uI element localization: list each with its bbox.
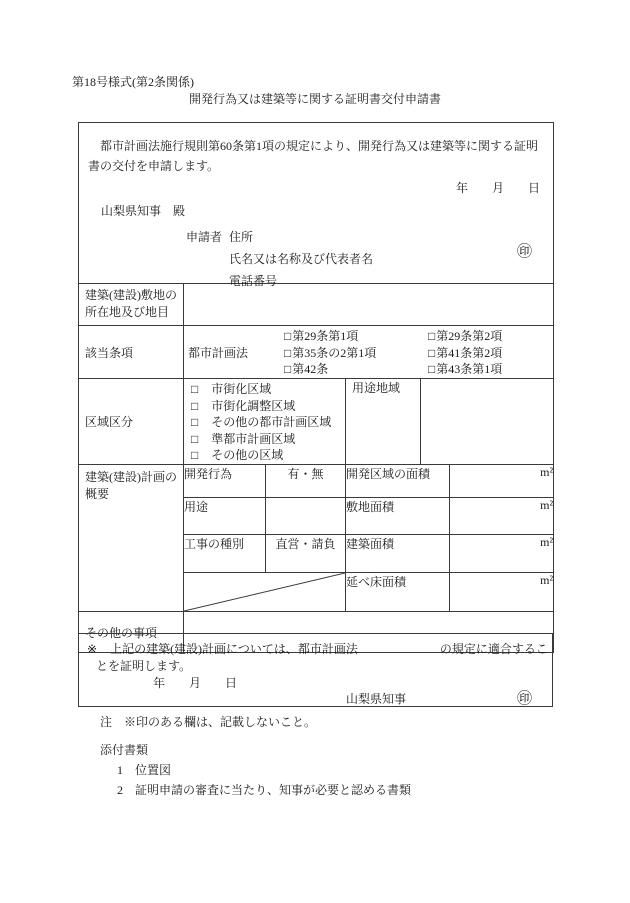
applicant-label: 申請者 bbox=[186, 230, 223, 244]
area-label: 延べ床面積 bbox=[346, 575, 407, 589]
other-label: その他の事項 bbox=[85, 625, 158, 640]
zone-option[interactable] bbox=[191, 431, 345, 448]
attachment-item: 2 証明申請の審査に当たり、知事が必要と認める書類 bbox=[117, 783, 412, 797]
name-field-label[interactable]: 氏名又は名称及び代表者名 bbox=[229, 252, 374, 266]
area-value-cell[interactable] bbox=[450, 535, 554, 573]
certificate-line-1 bbox=[87, 640, 548, 657]
area-value-cell[interactable] bbox=[450, 573, 554, 612]
plan-choice[interactable]: 有・無 bbox=[287, 467, 324, 481]
zone-option[interactable] bbox=[191, 381, 345, 398]
plan-label-cell bbox=[79, 465, 184, 612]
checkbox-icon[interactable]: □ bbox=[191, 382, 199, 396]
provision-option[interactable] bbox=[428, 361, 502, 378]
seal-icon: ㊞ bbox=[517, 244, 533, 260]
provision-option-label: 第29条第1項 bbox=[292, 329, 359, 343]
checkbox-icon[interactable]: □ bbox=[191, 448, 199, 463]
addressee: 山梨県知事 殿 bbox=[101, 204, 186, 218]
zone-option[interactable] bbox=[191, 398, 345, 415]
plan-label: 建築(建設)計画の概要 bbox=[85, 470, 177, 501]
provisions-column-1 bbox=[284, 328, 376, 378]
law-provision-blank[interactable] bbox=[358, 641, 440, 653]
area-value-cell[interactable] bbox=[450, 465, 554, 498]
checkbox-icon[interactable]: □ bbox=[191, 431, 199, 446]
provisions-column-2 bbox=[428, 328, 502, 378]
checkbox-icon[interactable]: □ bbox=[191, 415, 199, 430]
diagonal-line bbox=[184, 573, 345, 611]
provisions-label-cell bbox=[79, 326, 184, 379]
plan-choice-cell[interactable] bbox=[266, 535, 346, 573]
application-header-cell bbox=[79, 123, 554, 288]
seal-icon: ㊞ bbox=[516, 691, 532, 707]
plan-choice[interactable]: 直営・請負 bbox=[275, 537, 336, 551]
provision-option[interactable] bbox=[428, 345, 502, 362]
zone-option-label: 市街化調整区域 bbox=[211, 398, 296, 413]
checkbox-icon[interactable]: □ bbox=[428, 345, 436, 360]
site-label: 建築(建設)敷地の所在地及び地目 bbox=[85, 288, 177, 319]
certificate-text-after: の規定に適合するこ bbox=[439, 642, 548, 656]
checkbox-icon[interactable]: □ bbox=[428, 329, 436, 343]
diagonal-blank-cell bbox=[184, 573, 346, 612]
provisions-label: 該当条項 bbox=[85, 345, 134, 360]
zone-options-cell bbox=[184, 379, 346, 465]
use-district-value-cell[interactable] bbox=[421, 379, 554, 465]
zone-option-label: 準都市計画区域 bbox=[211, 431, 296, 446]
checkbox-icon[interactable]: □ bbox=[284, 362, 292, 376]
provision-option[interactable] bbox=[428, 328, 502, 345]
zone-option-label: 市街化区域 bbox=[211, 382, 272, 396]
provision-option-label: 第35条の2第1項 bbox=[292, 345, 377, 360]
intro-text bbox=[88, 136, 548, 176]
provision-option[interactable] bbox=[284, 328, 376, 345]
use-district-label-cell bbox=[346, 379, 421, 465]
zone-option-label: その他の都市計画区域 bbox=[211, 415, 332, 430]
area-label: 敷地面積 bbox=[346, 500, 395, 514]
page-title: 開発行為又は建築等に関する証明書交付申請書 bbox=[188, 92, 441, 106]
attachment-item: 1 位置図 bbox=[117, 763, 172, 777]
form-number: 第18号様式(第2条関係) bbox=[72, 75, 194, 89]
footnote: 注 ※印のある欄は、記載しないこと。 bbox=[100, 715, 317, 729]
application-table bbox=[78, 122, 554, 653]
area-label: 建築面積 bbox=[346, 537, 395, 551]
zone-option-label: その他の区域 bbox=[211, 448, 284, 463]
application-date-field[interactable]: 年 月 日 bbox=[456, 181, 541, 195]
site-label-cell bbox=[79, 284, 184, 326]
provision-option-label: 第42条 bbox=[292, 362, 329, 376]
provision-option[interactable] bbox=[284, 361, 376, 378]
area-label-cell bbox=[346, 465, 450, 498]
zone-option[interactable] bbox=[191, 447, 345, 464]
area-unit: m² bbox=[540, 535, 554, 549]
provision-option-label: 第41条第2項 bbox=[436, 345, 503, 360]
intro-line-2: 書の交付を申請します。 bbox=[88, 159, 220, 173]
area-label-cell bbox=[346, 573, 450, 612]
plan-choice-cell[interactable] bbox=[266, 465, 346, 498]
provision-option[interactable] bbox=[284, 345, 376, 362]
intro-line-1: 都市計画法施行規則第60条第1項の規定により、開発行為又は建築等に関する証明 bbox=[88, 139, 539, 153]
provision-option-label: 第29条第2項 bbox=[436, 329, 503, 343]
provisions-value-cell bbox=[184, 326, 554, 379]
plan-item-label-cell bbox=[184, 535, 266, 573]
area-unit: m² bbox=[540, 573, 554, 587]
area-unit: m² bbox=[540, 498, 554, 512]
reference-mark: ※ bbox=[87, 642, 98, 656]
checkbox-icon[interactable]: □ bbox=[428, 362, 436, 376]
provision-option-label: 第43条第1項 bbox=[436, 362, 503, 376]
checkbox-icon[interactable]: □ bbox=[284, 345, 292, 360]
area-value-cell[interactable] bbox=[450, 498, 554, 535]
plan-item-label: 開発行為 bbox=[184, 467, 233, 481]
plan-item-label-cell bbox=[184, 498, 266, 535]
law-name: 都市計画法 bbox=[188, 346, 249, 360]
checkbox-icon[interactable]: □ bbox=[191, 398, 199, 413]
plan-item-label: 工事の種別 bbox=[184, 537, 245, 551]
certificate-line-2: とを証明します。 bbox=[96, 659, 192, 673]
zone-label: 区域区分 bbox=[85, 415, 134, 429]
zone-label-cell bbox=[79, 379, 184, 465]
site-value-cell[interactable] bbox=[184, 284, 554, 326]
area-unit: m² bbox=[540, 465, 554, 479]
phone-field-label[interactable]: 電話番号 bbox=[229, 274, 278, 288]
zone-option[interactable] bbox=[191, 414, 345, 431]
area-label-cell bbox=[346, 535, 450, 573]
plan-choice-cell[interactable] bbox=[266, 498, 346, 535]
address-field-label[interactable]: 住所 bbox=[229, 230, 254, 244]
certificate-date-field[interactable]: 年 月 日 bbox=[153, 676, 238, 690]
attachments-title: 添付書類 bbox=[100, 743, 149, 757]
certificate-box bbox=[78, 633, 553, 707]
plan-item-label-cell bbox=[184, 465, 266, 498]
use-district-label: 用途地域 bbox=[352, 381, 401, 395]
area-label-cell bbox=[346, 498, 450, 535]
plan-item-label: 用途 bbox=[184, 500, 209, 514]
area-label: 開発区域の面積 bbox=[346, 467, 431, 481]
checkbox-icon[interactable]: □ bbox=[284, 329, 292, 343]
certificate-signer: 山梨県知事 bbox=[346, 692, 407, 706]
certificate-text-before: 上記の建築(建設)計画については、都市計画法 bbox=[110, 642, 358, 656]
